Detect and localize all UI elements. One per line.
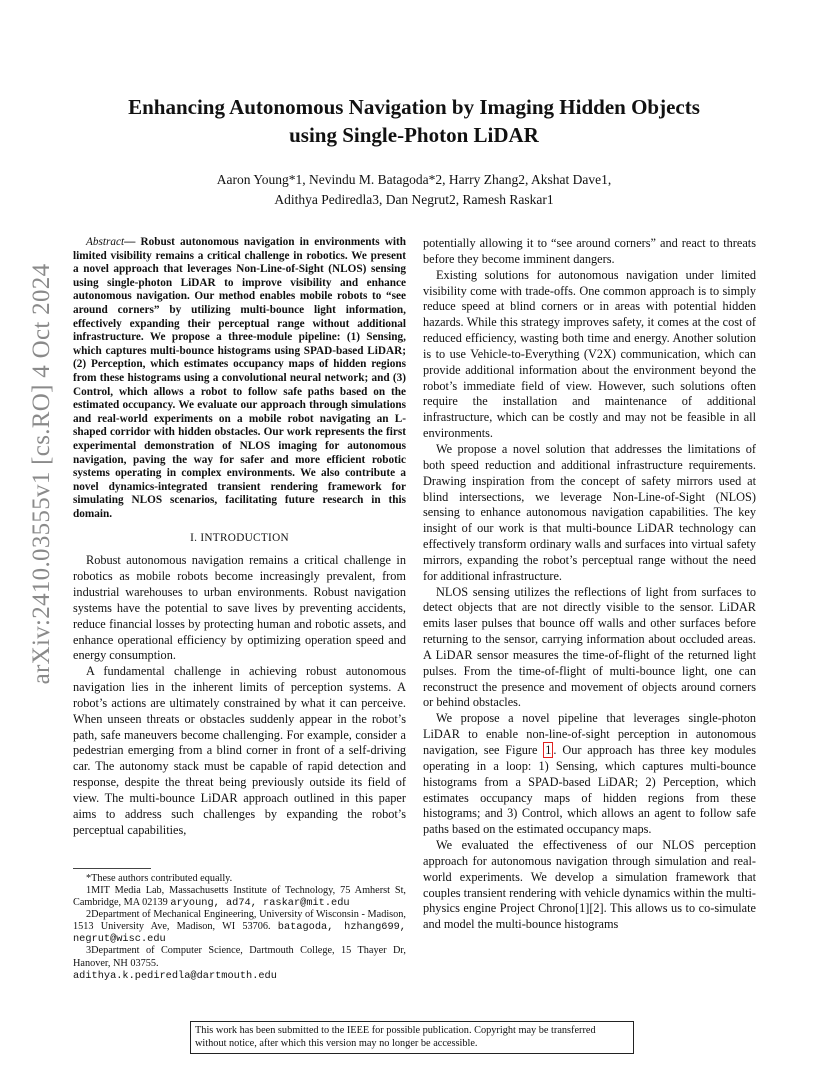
intro-paragraph-2: A fundamental challenge in achieving robust autonomous navigation lies in the inherent limits of perception systems. A robot’s actions are ultimately constrained by what it can perceive. When unseen threats or obstacles suddenly appear in the robot’s path, safe maneuvers become challenging. For example, consider a pedestrian emerging from a blind corner in front of a self-driving car. The autonomy stack must be capable of rapid detection and response, despite the threat being previously outside its field of view. The multi-bounce LiDAR approach outlined in this paper aims to address such challenges by expanding the robot’s perceptual capabilities, <box>73 664 406 837</box>
footnote-3-email[interactable]: adithya.k.pediredla@dartmouth.edu <box>73 969 277 982</box>
author-list <box>60 170 768 210</box>
section-heading-introduction: I. INTRODUCTION <box>190 532 289 545</box>
abstract <box>73 236 406 521</box>
abstract-body: — Robust autonomous navigation in environments with limited visibility remains a critical challenge in robotics. We present a novel approach that leverages Non-Line-of-Sight (NLOS) sensing using single-photon LiDAR to improve visibility and enhance autonomous navigation. Our method enables mobile robots to “see around corners” by utilizing multi-bounce light information, effectively expanding their perceptual range without additional infrastructure. We propose a three-module pipeline: (1) Sensing, which captures multi-bounce histograms using SPAD-based LiDAR; (2) Perception, which estimates occupancy maps of hidden regions from these histograms using a convolutional neural network; and (3) Control, which allows a robot to follow safe paths based on the estimated occupancy. We evaluate our approach through simulations and real-world experiments on a mobile robot navigating an L-shaped corridor with hidden obstacles. Our work represents the first experimental demonstration of NLOS imaging for autonomous navigation, paving the way for safer and more efficient robotic systems operating in complex environments. We also contribute a novel dynamics-integrated transient rendering framework for simulating NLOS scenarios, facilitating future research in this domain. <box>73 236 406 520</box>
copyright-notice: This work has been submitted to the IEEE for possible publication. Copyright may be transferred without notice, after which this version may no longer be accessible. <box>190 1021 634 1054</box>
footnote-2-text: 2Department of Mechanical Engineering, University of Wisconsin - Madison, 1513 University Ave, Madison, WI 53706. <box>73 908 406 933</box>
footnote-2-email[interactable]: batagoda, hzhang699, negrut@wisc.edu <box>73 921 406 946</box>
figure-reference-link[interactable]: 1 <box>545 743 552 757</box>
intro-paragraph-7: We evaluated the effectiveness of our NLOS perception approach for autonomous navigation through simulation and real-world experiments. We develop a simulation framework that couples transient rendering with vehicle dynamics within the multi-physics engine Project Chrono[1][2]. This allows us to co-simulate and model the multi-bounce histograms <box>423 838 756 932</box>
authors-line-1: Aaron Young*1, Nevindu M. Batagoda*2, Harry Zhang2, Akshat Dave1, <box>216 172 612 187</box>
paper-title <box>60 93 768 149</box>
footnotes <box>73 873 406 982</box>
left-column <box>73 236 406 982</box>
intro-paragraph-1: Robust autonomous navigation remains a critical challenge in robotics as mobile robots become increasingly prevalent, from industrial warehouses to urban environments. Robust navigation systems have the potential to save lives by preventing accidents, reduce financial losses by protecting human and robotic assets, and enhance operational efficiency by optimizing operation speed and energy consumption. <box>73 553 406 663</box>
title-line-2: using Single-Photon LiDAR <box>289 123 539 147</box>
intro-paragraph-6 <box>423 711 756 838</box>
right-column <box>423 236 756 933</box>
footnote-affiliation-3 <box>73 945 406 981</box>
footnote-equal-contribution: *These authors contributed equally. <box>86 872 233 884</box>
footnote-1-email[interactable]: aryoung, ad74, raskar@mit.edu <box>170 896 350 909</box>
authors-line-2: Adithya Pediredla3, Dan Negrut2, Ramesh Raskar1 <box>274 192 554 207</box>
footnote-3-text: 3Department of Computer Science, Dartmouth College, 15 Thayer Dr, Hanover, NH 03755. <box>73 945 406 969</box>
footnote-divider <box>73 868 151 869</box>
paragraph-6-text-b: . Our approach has three key modules operating in a loop: 1) Sensing, which captures multi-bounce histograms from a SPAD-based LiDAR; 2) Perception, which estimates occupancy maps of hidden regions from these histograms; and 3) Control, which allows an agent to follow safe paths based on the estimated occupancy maps. <box>423 743 756 837</box>
footnote-1-text: 1MIT Media Lab, Massachusetts Institute of Technology, 75 Amherst St, Cambridge, MA 02139 <box>73 884 406 908</box>
intro-paragraph-continued: potentially allowing it to “see around corners” and react to threats before they become imminent dangers. <box>423 236 756 266</box>
intro-paragraph-5: NLOS sensing utilizes the reflections of light from surfaces to detect objects that are not directly visible to the sensor. LiDAR emits laser pulses that bounce off walls and other surfaces before returning to the sensor, carrying information about occluded areas. A LiDAR sensor measures the time-of-flight of the returned light pulses. From the time-of-flight of multi-bounce light, one can reconstruct the presence and movement of objects around corners or behind obstacles. <box>423 584 756 710</box>
title-line-1: Enhancing Autonomous Navigation by Imaging Hidden Objects <box>128 95 700 119</box>
paragraph-6-text-a: We propose a novel pipeline that leverages single-photon LiDAR to enable non-line-of-sight perception in autonomous navigation, see Figure <box>423 711 756 757</box>
footnote-affiliation-1 <box>73 885 406 909</box>
intro-paragraph-4: We propose a novel solution that addresses the limitations of both speed reduction and additional infrastructure requirements. Drawing inspiration from the concept of safety mirrors used at blind intersections, we leverage Non-Line-of-Sight (NLOS) sensing to enhance autonomous navigation capabilities. The key insight of our work is that multi-bounce LiDAR technology can effectively transform ordinary walls and surfaces into virtual safety mirrors, expanding the robot’s perceptual range without the need for additional infrastructure. <box>423 441 756 583</box>
footnote-affiliation-2 <box>73 909 406 945</box>
abstract-lead: Abstract <box>86 236 125 248</box>
intro-paragraph-3: Existing solutions for autonomous navigation under limited visibility come with trade-offs. One common approach is to simply reduce speed at blind corners or in areas with potential hidden hazards. While this strategy improves safety, it comes at the cost of reduced efficiency, wasting both time and energy. Another solution is to use Vehicle-to-Everything (V2X) communication, which can provide additional information about the environment beyond the robot’s immediate field of view. However, such solutions often require the installation and maintenance of additional infrastructure, which can be costly and may not be feasible in all environments. <box>423 267 756 441</box>
arxiv-identifier: arXiv:2410.03555v1 [cs.RO] 4 Oct 2024 <box>28 263 55 685</box>
